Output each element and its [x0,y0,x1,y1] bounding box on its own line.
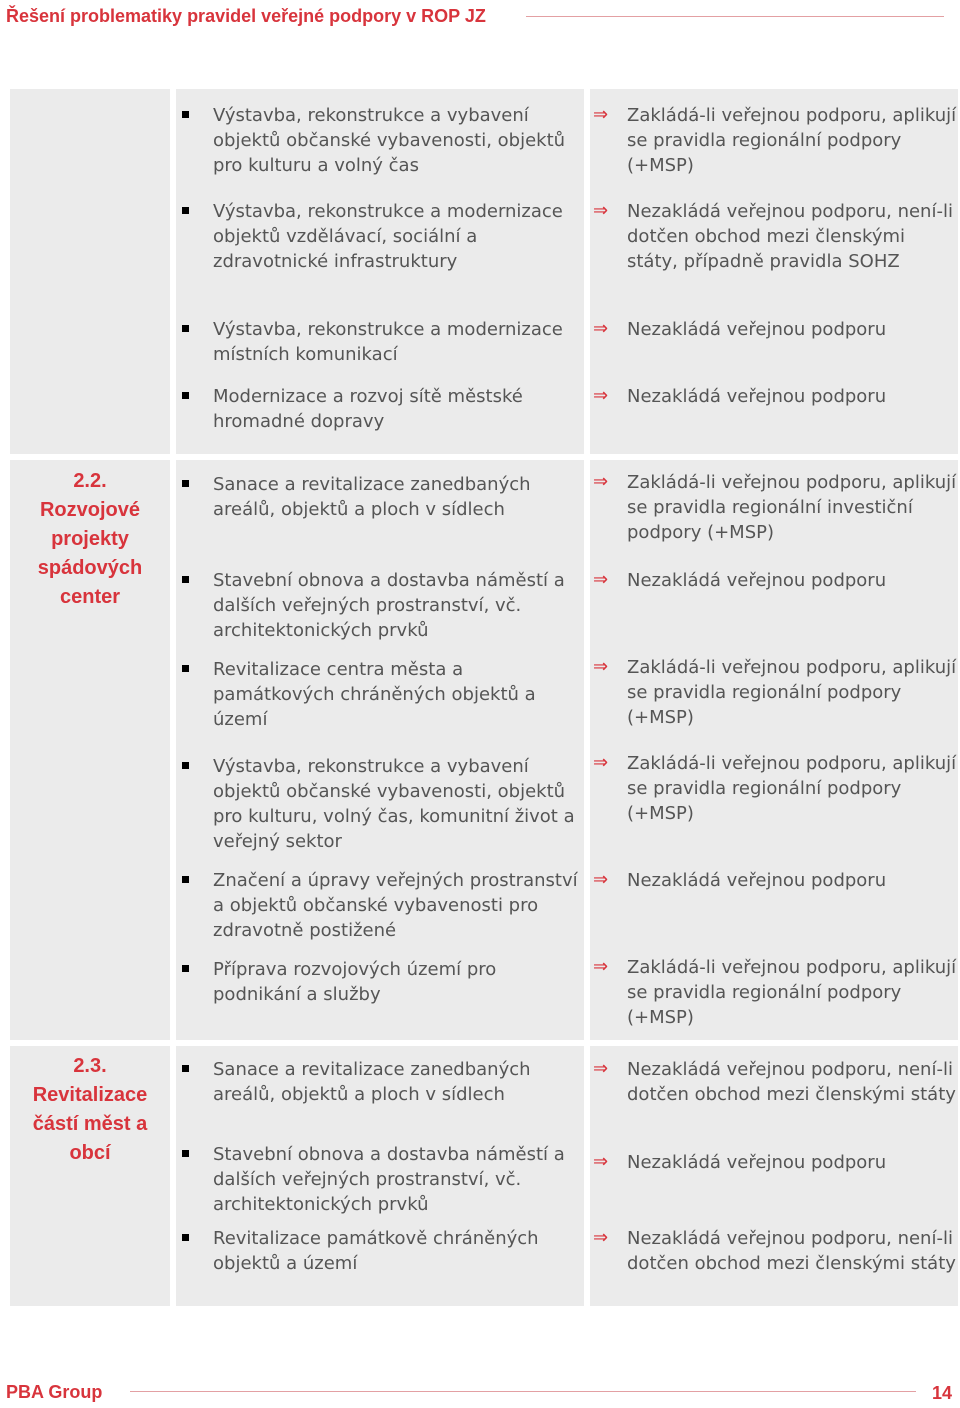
result-text: Nezakládá veřejnou podporu [627,319,887,340]
result-item [593,384,957,409]
result-text: Nezakládá veřejnou podporu, není-li dotčen obchod mezi členskými státy, případně pravidla SOHZ [627,201,953,272]
category-line: 2.3. [73,1055,107,1077]
result-item [593,751,957,826]
square-bullet-icon [182,665,189,672]
result-text: Zakládá-li veřejnou podporu, aplikují se pravidla regionální podpory (+MSP) [627,105,957,176]
activity-item [213,103,583,178]
activity-item [213,754,583,854]
page-number: 14 [931,1383,952,1403]
footer-divider [130,1391,916,1392]
activity-item [213,568,583,643]
category-label [10,1052,170,1168]
activity-text: Modernizace a rozvoj sítě městské hromadné dopravy [213,386,523,432]
result-text: Zakládá-li veřejnou podporu, aplikují se pravidla regionální podpory (+MSP) [627,753,957,824]
activity-item [213,384,583,434]
implies-arrow-icon: ⇒ [593,752,609,773]
activity-text: Sanace a revitalizace zanedbaných areálů, objektů a ploch v sídlech [213,474,531,520]
square-bullet-icon [182,325,189,332]
result-text: Nezakládá veřejnou podporu [627,870,887,891]
result-item [593,1150,957,1175]
activity-text: Značení a úpravy veřejných prostranství a objektů občanské vybavenosti pro zdravotně postižené [213,870,578,941]
square-bullet-icon [182,1150,189,1157]
result-item [593,868,957,893]
square-bullet-icon [182,480,189,487]
result-item [593,470,957,545]
result-text: Nezakládá veřejnou podporu, není-li dotčen obchod mezi členskými státy [627,1059,956,1105]
activity-item [213,1057,583,1107]
implies-arrow-icon: ⇒ [593,1058,609,1079]
result-text: Nezakládá veřejnou podporu [627,386,887,407]
square-bullet-icon [182,762,189,769]
result-item [593,955,957,1030]
result-item [593,103,957,178]
implies-arrow-icon: ⇒ [593,869,609,890]
implies-arrow-icon: ⇒ [593,318,609,339]
category-line: center [59,586,121,608]
result-text: Nezakládá veřejnou podporu [627,570,887,591]
result-item [593,1057,957,1107]
square-bullet-icon [182,576,189,583]
activity-text: Výstavba, rekonstrukce a modernizace místních komunikací [213,319,563,365]
category-line: částí měst a [32,1113,148,1135]
activity-item [213,472,583,522]
activity-item [213,1142,583,1217]
result-item [593,1226,957,1276]
activity-text: Výstavba, rekonstrukce a vybavení objektů občanské vybavenosti, objektů pro kulturu, volný čas, komunitní život a veřejný sektor [213,756,575,852]
implies-arrow-icon: ⇒ [593,956,609,977]
activity-item [213,1226,583,1276]
square-bullet-icon [182,1234,189,1241]
square-bullet-icon [182,1065,189,1072]
footer-brand: PBA Group [6,1382,103,1402]
category-line: Revitalizace [32,1084,148,1106]
header-divider [526,16,944,17]
result-item [593,199,957,274]
page-title: Řešení problematiky pravidel veřejné podpory v ROP JZ [6,6,486,26]
activity-text: Příprava rozvojových území pro podnikání a služby [213,959,497,1005]
result-text: Nezakládá veřejnou podporu, není-li dotčen obchod mezi členskými státy [627,1228,956,1274]
result-text: Zakládá-li veřejnou podporu, aplikují se pravidla regionální podpory (+MSP) [627,957,957,1028]
activity-text: Výstavba, rekonstrukce a modernizace objektů vzdělávací, sociální a zdravotnické infrastruktury [213,201,563,272]
category-cell [10,89,170,454]
square-bullet-icon [182,965,189,972]
square-bullet-icon [182,876,189,883]
result-item [593,317,957,342]
implies-arrow-icon: ⇒ [593,471,609,492]
implies-arrow-icon: ⇒ [593,1227,609,1248]
implies-arrow-icon: ⇒ [593,1151,609,1172]
result-item [593,655,957,730]
result-text: Nezakládá veřejnou podporu [627,1152,887,1173]
category-line: obcí [69,1142,111,1164]
category-line: 2.2. [73,470,107,492]
square-bullet-icon [182,111,189,118]
activity-text: Výstavba, rekonstrukce a vybavení objektů občanské vybavenosti, objektů pro kulturu a volný čas [213,105,566,176]
category-line: spádových [37,557,143,579]
implies-arrow-icon: ⇒ [593,200,609,221]
results-cell [590,460,958,1040]
activity-text: Sanace a revitalizace zanedbaných areálů, objektů a ploch v sídlech [213,1059,531,1105]
result-text: Zakládá-li veřejnou podporu, aplikují se pravidla regionální podpory (+MSP) [627,657,957,728]
category-line: Rozvojové [39,499,141,521]
implies-arrow-icon: ⇒ [593,569,609,590]
result-text: Zakládá-li veřejnou podporu, aplikují se pravidla regionální investiční podpory (+MSP) [627,472,957,543]
activity-item [213,657,583,732]
activity-text: Revitalizace centra města a památkových chráněných objektů a území [213,659,536,730]
activity-text: Revitalizace památkově chráněných objektů a území [213,1228,539,1274]
category-line: projekty [51,528,129,550]
activity-item [213,868,583,943]
activities-cell [176,460,584,1040]
category-label [10,467,170,612]
activity-text: Stavební obnova a dostavba náměstí a dalších veřejných prostranství, vč. architektonických prvků [213,570,565,641]
activity-item [213,957,583,1007]
activity-text: Stavební obnova a dostavba náměstí a dalších veřejných prostranství, vč. architektonických prvků [213,1144,565,1215]
activity-item [213,317,583,367]
square-bullet-icon [182,392,189,399]
square-bullet-icon [182,207,189,214]
result-item [593,568,957,593]
activity-item [213,199,583,274]
implies-arrow-icon: ⇒ [593,385,609,406]
implies-arrow-icon: ⇒ [593,104,609,125]
implies-arrow-icon: ⇒ [593,656,609,677]
